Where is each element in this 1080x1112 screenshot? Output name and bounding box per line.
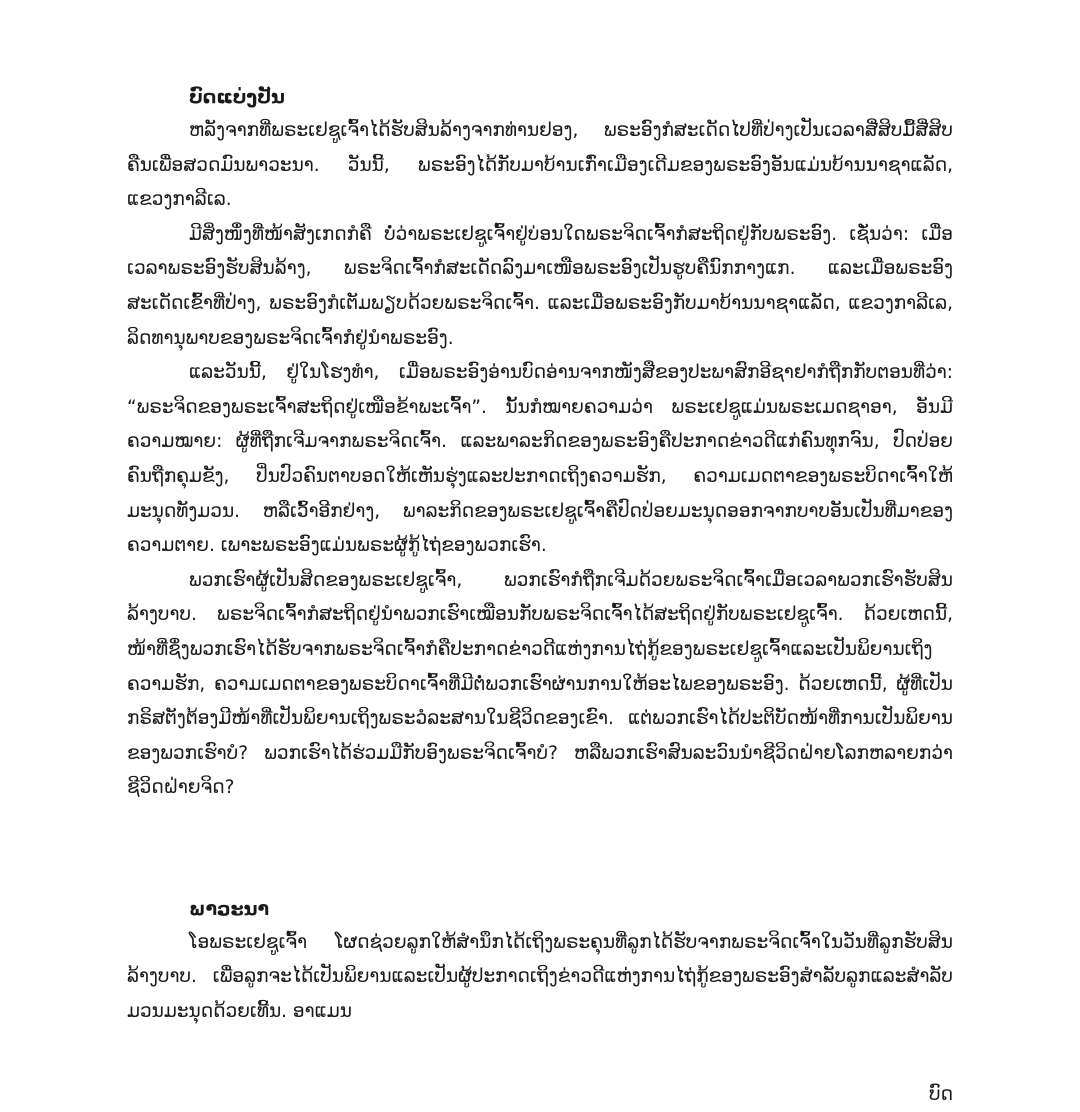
section-title-reflection: ບົດແບ່ງປັນ [189,86,285,108]
next-page-fragment: ບົດ [929,1084,953,1105]
paragraph-2: ມີສິ່ງໜຶ່ງທີ່ໜ້າສັງເກດກໍຄື ບໍ່ວ່າພຣະເຢຊູເຈົ້າຢູ່ບ່ອນໃດພຣະຈິດເຈົ້າກໍສະຖິດຢູ່ກັບພຣະອົງ. ເຊັ່ນວ່າ: ເມື່ອເວລາພຣະອົງຮັບສິນລ້າງ, ພຣະຈິດເຈົ້າກໍສະເດັດລົງມາເໜືອພຣະອົງເປັນຮູບຄືນົກກາງແກ. ແລະເມື່ອພຣະອົງສະເດັດເຂົ້າທີ່ປ່າງ, ພຣະອົງກໍເຕັມພຽບດ້ວຍພຣະຈິດເຈົ້າ. ແລະເມື່ອພຣະອົງກັບມາບ້ານນາຊາແລັດ, ແຂວງກາລີເລ, ລິດທານຸພາບຂອງພຣະຈິດເຈົ້າກໍຢູ່ນຳພຣະອົງ. [127,223,953,349]
section-reflection [127,80,953,806]
paragraph-4: ພວກເຮົາຜູ້ເປັນສິດຂອງພຣະເຢຊູເຈົ້າ, ພວກເຮົາກໍຖືກເຈີມດ້ວຍພຣະຈິດເຈົ້າເມື່ອເວລາພວກເຮົາຮັບສິນລ້າງບາບ. ພຣະຈິດເຈົ້າກໍສະຖິດຢູ່ນຳພວກເຮົາເໝືອນກັບພຣະຈິດເຈົ້າໄດ້ສະຖິດຢູ່ກັບພຣະເຢຊູເຈົ້າ. ດ້ວຍເຫດນີ້, ໜ້າທີ່ຊຶ່ງພວກເຮົາໄດ້ຮັບຈາກພຣະຈິດເຈົ້າກໍຄືປະກາດຂ່າວດີແຫ່ງການໄຖ່ກູ້ຂອງພຣະເຢຊູເຈົ້າແລະເປັນພິຍານເຖິງຄວາມຮັກ, ຄວາມເມດຕາຂອງພຣະບິດາເຈົ້າທີ່ມີຕໍ່ພວກເຮົາຜ່ານການໃຫ້ອະໄພຂອງພຣະອົງ. ດ້ວຍເຫດນີ້, ຜູ້ທີ່ເປັນກຣິສຕັງຕ້ອງມີໜ້າທີ່ເປັນພິຍານເຖິງພຣະວໍລະສານໃນຊີວິດຂອງເຂົາ. ແຕ່ພວກເຮົາໄດ້ປະຕິບັດໜ້າທີ່ການເປັນພິຍານຂອງພວກເຮົາບໍ? ພວກເຮົາໄດ້ຮ່ວມມືກັບອົງພຣະຈິດເຈົ້າບໍ? ຫລືພວກເຮົາສົນລະວົນນຳຊີວິດຝ່າຍໂລກຫລາຍກວ່າຊີວິດຝ່າຍຈິດ? [127,569,953,799]
document-page [127,80,953,1030]
prayer-paragraph: ໂອພຣະເຢຊູເຈົ້າ ໂຜດຊ່ວຍລູກໃຫ້ສຳນຶກໄດ້ເຖິງພຣະຄຸນທີ່ລູກໄດ້ຮັບຈາກພຣະຈິດເຈົ້າໃນວັນທີ່ລູກຮັບສິນລ້າງບາບ. ເພື່ອລູກຈະໄດ້ເປັນພິຍານແລະເປັນຜູ້ປະກາດເຖິງຂ່າວດີແຫ່ງການໄຖ່ກູ້ຂອງພຣະອົງສຳລັບລູກແລະສຳລັບມວນມະນຸດດ້ວຍເທີ້ນ. ອາແມນ [127,931,953,1023]
section-prayer [127,892,953,1030]
section-title-prayer: ພາວະນາ [189,897,270,920]
section-spacer [127,806,953,892]
paragraph-1: ຫລັງຈາກທີ່ພຣະເຢຊູເຈົ້າໄດ້ຮັບສິນລ້າງຈາກທ່ານຢອງ, ພຣະອົງກໍສະເດັດໄປທີ່ປ່າງເປັນເວລາສີ່ສິບມື້ສີ່ສິບຄືນເພື່ອສວດມົນພາວະນາ. ວັນນີ້, ພຣະອົງໄດ້ກັບມາບ້ານເກົ່າເມືອງເດີມຂອງພຣະອົງອັນແມ່ນບ້ານນາຊາແລັດ, ແຂວງກາລີເລ. [127,120,953,211]
paragraph-3: ແລະວັນນີ້, ຢູ່ໃນໂຮງທຳ, ເມື່ອພຣະອົງອ່ານບົດອ່ານຈາກໜັງສືຂອງປະພາສົກອີຊາຢາກໍຖືກກັບຕອນທີ່ວ່າ: “ພຣະຈິດຂອງພຣະເຈົ້າສະຖິດຢູ່ເໜືອຂ້າພະເຈົ້າ”. ນັ້ນກໍໝາຍຄວາມວ່າ ພຣະເຢຊູແມ່ນພຣະເມດຊາອາ, ອັນມີຄວາມໝາຍ: ຜູ້ທີ່ຖືກເຈີມຈາກພຣະຈິດເຈົ້າ. ແລະພາລະກິດຂອງພຣະອົງຄືປະກາດຂ່າວດີແກ່ຄົນທຸກຈົນ, ປົດປ່ອຍຄົນຖືກຄຸມຂັງ, ປິ່ນປົວຄົນຕາບອດໃຫ້ເຫັນຮຸ່ງແລະປະກາດເຖິງຄວາມຮັກ, ຄວາມເມດຕາຂອງພຣະບິດາເຈົ້າໃຫ້ມະນຸດທັງມວນ. ຫລືເວົ້າອີກຢ່າງ, ພາລະກິດຂອງພຣະເຢຊູເຈົ້າຄືປົດປ່ອຍມະນຸດອອກຈາກບາບອັນເປັນທີ່ມາຂອງຄວາມຕາຍ. ເພາະພຣະອົງແມ່ນພຣະຜູ້ກູ້ໄຖ່ຂອງພວກເຮົາ. [127,362,953,557]
